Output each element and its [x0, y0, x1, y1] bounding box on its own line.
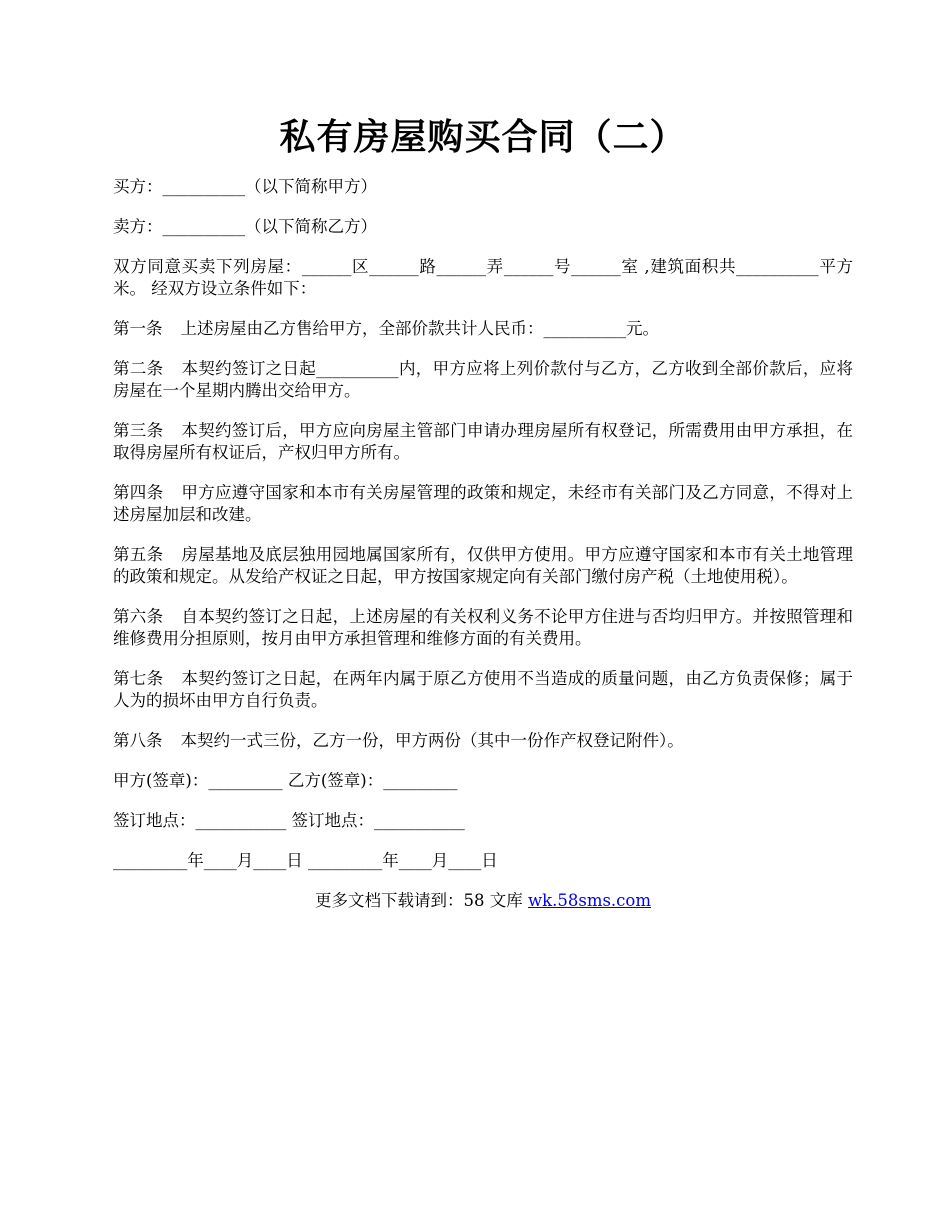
property-line: 双方同意买卖下列房屋：______区______路______弄______号______室 ,建筑面积共__________平方米。 经双方设立条件如下： [113, 257, 853, 298]
article-text: 自本契约签订之日起，上述房屋的有关权利义务不论甲方住进与否均归甲方。并按照管理和维修费用分担原则，按月由甲方承担管理和维修方面的有关费用。 [113, 607, 854, 648]
article-number: 第一条 [113, 319, 163, 338]
article-number: 第七条 [113, 669, 164, 688]
article-text: 本契约签订后，甲方应向房屋主管部门申请办理房屋所有权登记，所需费用由甲方承担，在取得房屋所有权证后，产权归甲方所有。 [113, 421, 854, 462]
article-text: 上述房屋由乙方售给甲方，全部价款共计人民币：__________元。 [180, 319, 659, 338]
buyer-line: 买方：__________（以下简称甲方） [113, 177, 377, 196]
article-number: 第三条 [113, 421, 164, 440]
article-7 [113, 668, 853, 712]
article-3 [113, 420, 853, 464]
article-number: 第八条 [113, 731, 163, 750]
article-text: 本契约签订之日起__________内，甲方应将上列价款付与乙方，乙方收到全部价款后，应将房屋在一个星期内腾出交给甲方。 [113, 359, 854, 400]
article-1 [113, 318, 853, 340]
signature-line: 甲方(签章)：_________ 乙方(签章)：_________ [113, 771, 458, 790]
article-text: 甲方应遵守国家和本市有关房屋管理的政策和规定，未经市有关部门及乙方同意，不得对上述房屋加层和改建。 [113, 483, 854, 524]
article-text: 本契约一式三份，乙方一份，甲方两份（其中一份作产权登记附件）。 [180, 731, 684, 750]
article-2 [113, 358, 853, 402]
signing-place-line: 签订地点：___________ 签订地点：___________ [113, 811, 465, 830]
footer-link[interactable]: wk.58sms.com [527, 891, 651, 910]
article-text: 房屋基地及底层独用园地属国家所有，仅供甲方使用。甲方应遵守国家和本市有关土地管理的政策和规定。从发给产权证之日起，甲方按国家规定向有关部门缴付房产税（土地使用税）。 [113, 545, 854, 586]
article-5 [113, 544, 853, 588]
seller-line: 卖方：__________（以下简称乙方） [113, 217, 377, 236]
article-number: 第五条 [113, 545, 164, 564]
signing-date-line: _________年____月____日 _________年____月____日 [113, 851, 498, 870]
contract-page [113, 112, 853, 912]
document-title: 私有房屋购买合同（二） [279, 116, 687, 158]
article-text: 本契约签订之日起，在两年内属于原乙方使用不当造成的质量问题，由乙方负责保修；属于人为的损坏由甲方自行负责。 [113, 669, 854, 710]
article-6 [113, 606, 853, 650]
footer-prefix: 更多文档下载请到：58 文库 [314, 891, 528, 910]
download-footer [113, 890, 853, 912]
article-4 [113, 482, 853, 526]
article-number: 第四条 [113, 483, 164, 502]
article-number: 第六条 [113, 607, 164, 626]
article-number: 第二条 [113, 359, 164, 378]
article-8 [113, 730, 853, 752]
